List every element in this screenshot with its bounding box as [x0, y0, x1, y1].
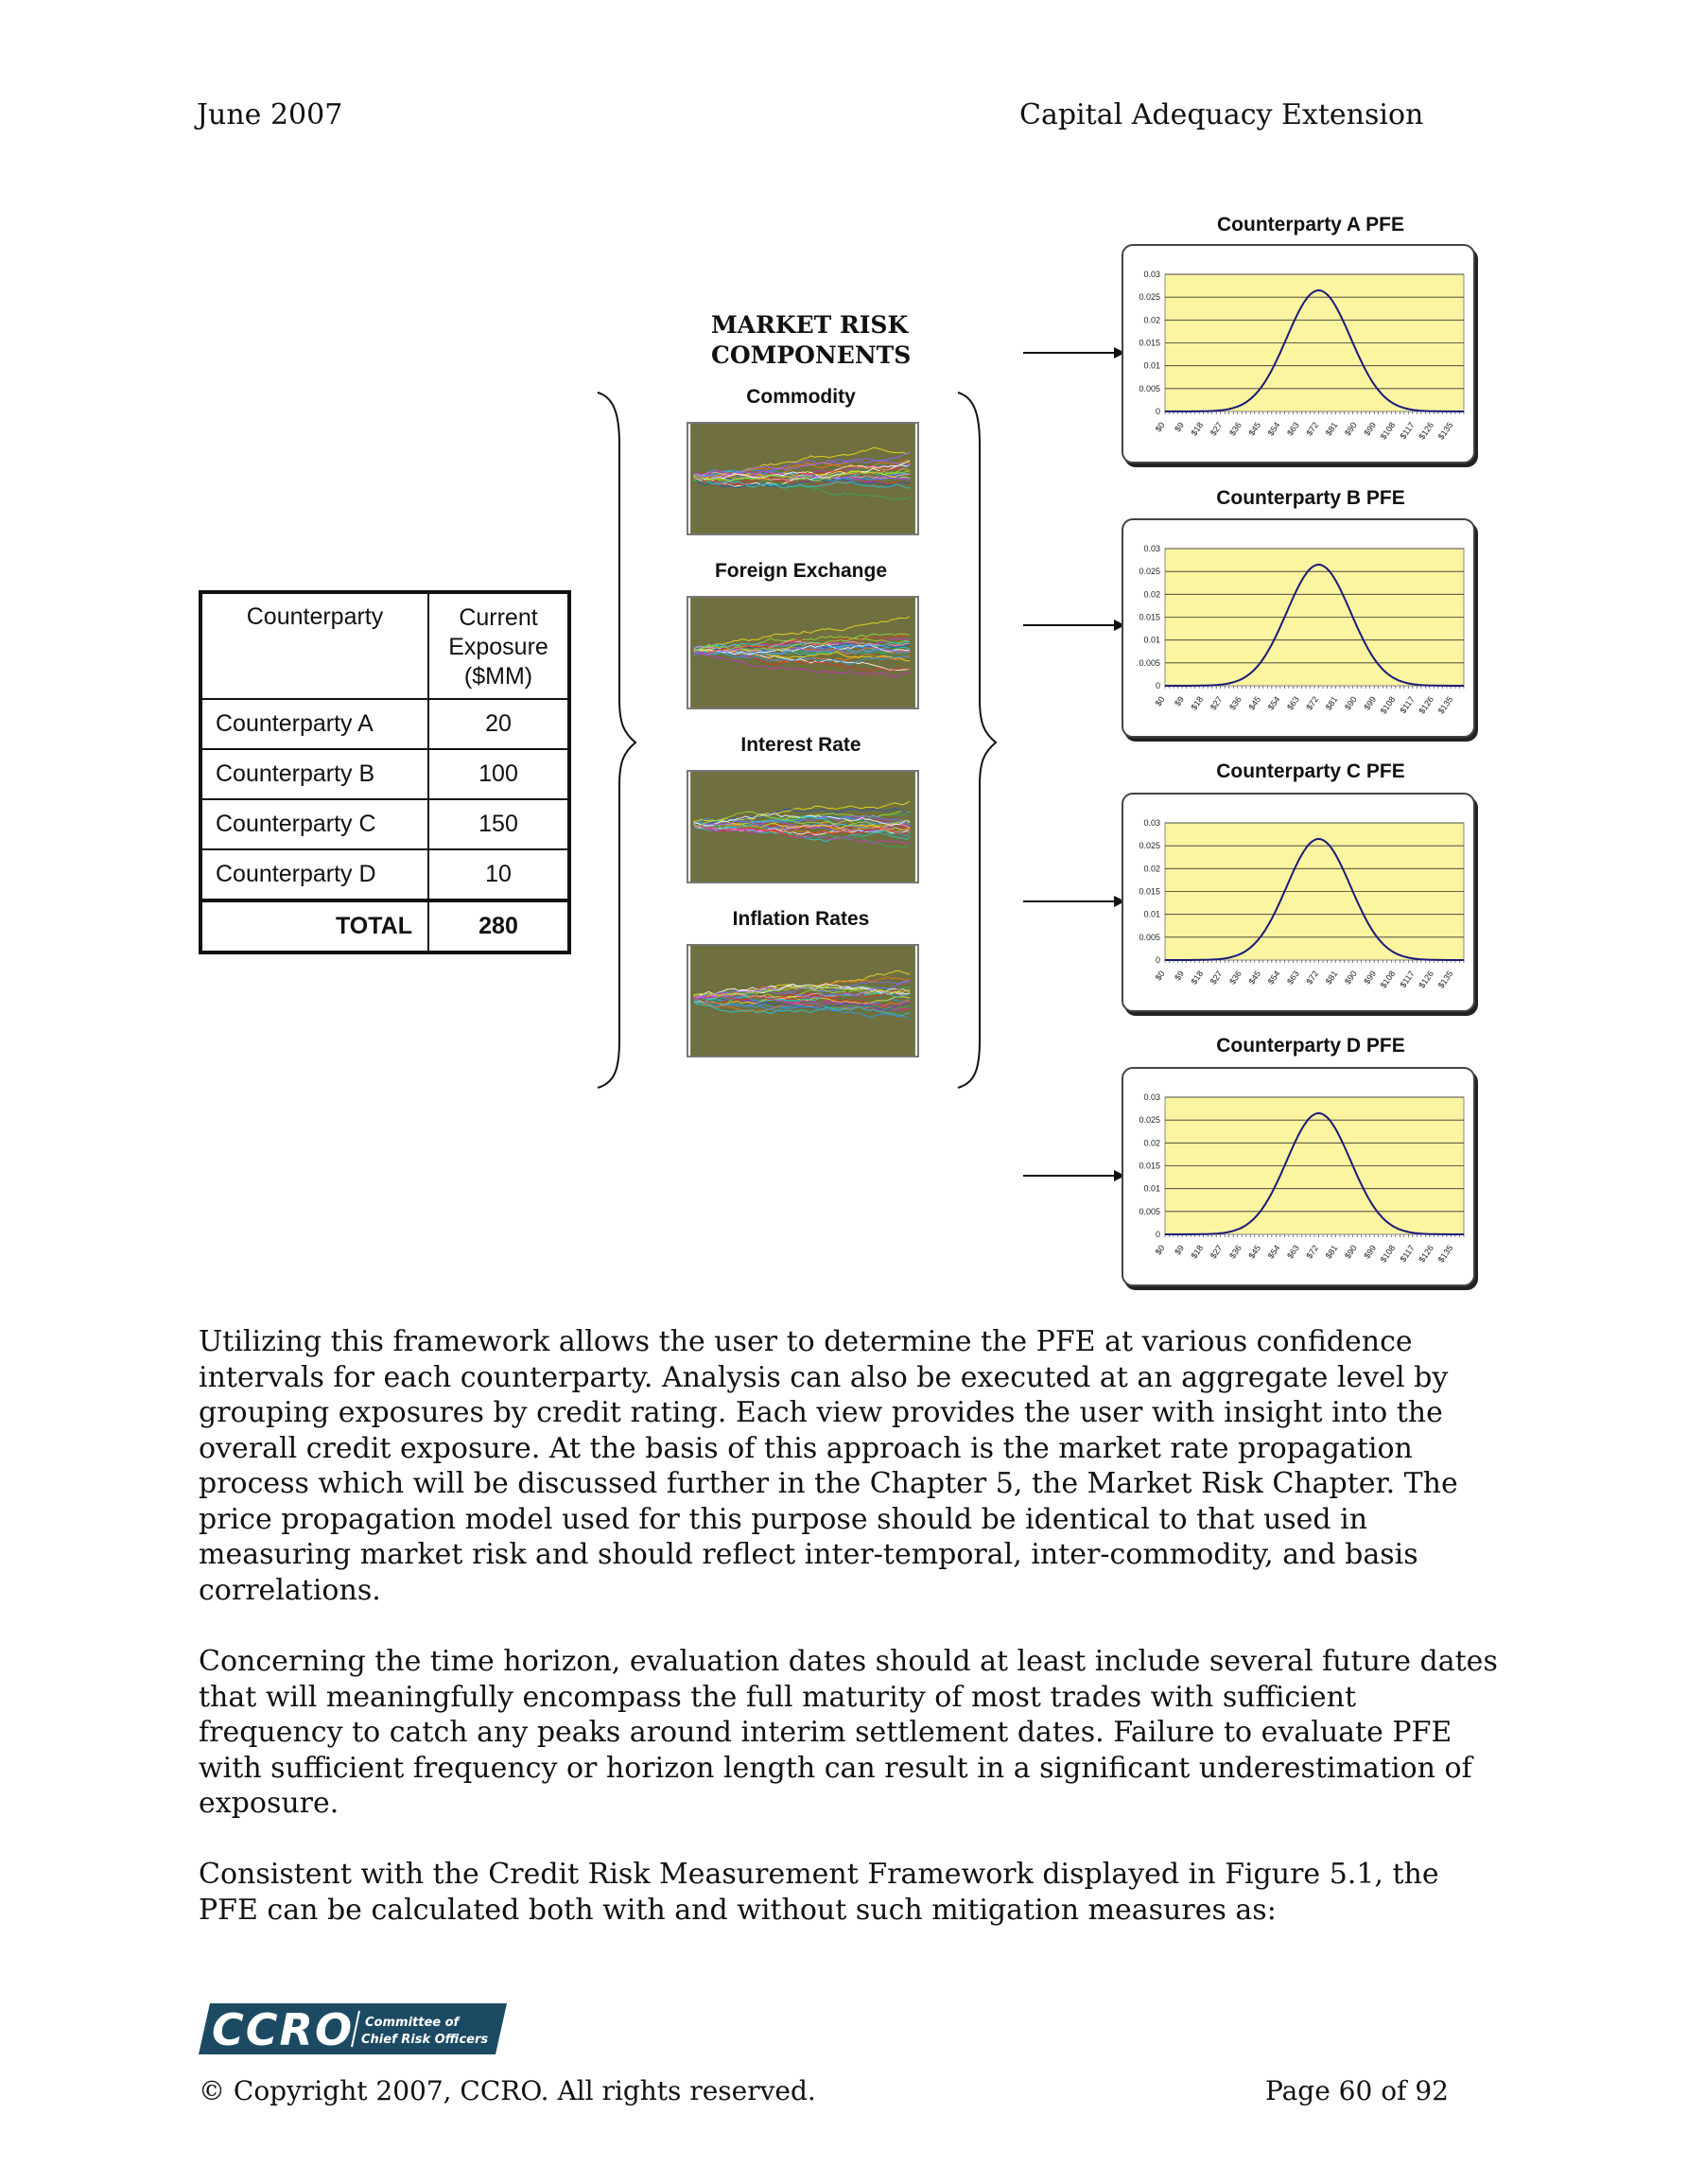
total-value: 280 [428, 900, 569, 952]
y-tick-label: 0.01 [1143, 360, 1160, 371]
arrow-to-a [1023, 347, 1125, 358]
y-tick-label: 0 [1155, 955, 1160, 965]
x-tick-label: $0 [1153, 969, 1167, 983]
row-counterparty-name: Counterparty A [200, 699, 428, 749]
logo-mark: CCRO [212, 2004, 355, 2054]
ccro-logo [199, 2003, 507, 2054]
pfe-title-c: Counterparty C PFE [1216, 760, 1405, 782]
y-tick-label: 0.005 [1139, 932, 1160, 942]
x-tick-label: $135 [1435, 420, 1455, 442]
x-tick-label: $117 [1398, 420, 1417, 442]
right-brace [958, 393, 996, 1088]
component-label-interest-rate: Interest Rate [740, 734, 861, 756]
x-tick-label: $45 [1246, 969, 1263, 987]
x-tick-label: $63 [1285, 969, 1301, 987]
x-tick-label: $90 [1342, 1243, 1359, 1261]
sim-chart-fx [687, 596, 919, 709]
x-tick-label: $54 [1265, 694, 1282, 712]
y-tick-label: 0.03 [1143, 1092, 1160, 1102]
ccro-logo-graphic [199, 2003, 507, 2054]
x-tick-label: $63 [1285, 1243, 1301, 1261]
x-tick-label: $27 [1208, 1243, 1225, 1261]
y-tick-label: 0.02 [1143, 864, 1160, 874]
component-label-commodity: Commodity [746, 386, 856, 408]
x-tick-label: $135 [1435, 694, 1455, 716]
x-tick-label: $99 [1362, 420, 1379, 438]
x-tick-label: $18 [1189, 1243, 1206, 1261]
left-brace [598, 393, 635, 1088]
x-tick-label: $117 [1398, 1243, 1417, 1265]
pfe-title-d: Counterparty D PFE [1216, 1035, 1405, 1057]
x-tick-label: $117 [1398, 969, 1417, 990]
x-tick-label: $117 [1398, 694, 1417, 716]
y-tick-label: 0.03 [1143, 818, 1160, 828]
x-tick-label: $36 [1227, 420, 1244, 438]
row-counterparty-name: Counterparty D [200, 849, 428, 900]
pfe-panel-b [1122, 518, 1475, 738]
x-tick-label: $45 [1246, 420, 1263, 438]
x-tick-label: $9 [1173, 420, 1186, 434]
paragraph-mitigation: Consistent with the Credit Risk Measurement Framework displayed in Figure 5.1, the PFE can be calculated both with and without such mitigation measures as: [199, 1858, 1439, 1927]
row-exposure-value: 150 [428, 799, 569, 849]
row-exposure-value: 20 [428, 699, 569, 749]
pfe-title-b: Counterparty B PFE [1216, 487, 1405, 509]
y-tick-label: 0.015 [1139, 338, 1160, 348]
x-tick-label: $81 [1323, 969, 1340, 987]
arrow-to-b [1023, 620, 1125, 631]
pfe-panel-c [1122, 793, 1475, 1012]
x-tick-label: $108 [1378, 969, 1398, 990]
arrow-to-c [1023, 896, 1125, 907]
x-tick-label: $9 [1173, 969, 1186, 983]
x-tick-label: $72 [1304, 1243, 1321, 1261]
column-header-exposure-label: Current Exposure ($MM) [448, 604, 548, 690]
x-tick-label: $72 [1304, 969, 1321, 987]
x-tick-label: $36 [1227, 694, 1244, 712]
y-tick-label: 0.02 [1143, 315, 1160, 325]
y-tick-label: 0.015 [1139, 1161, 1160, 1171]
y-tick-label: 0.005 [1139, 1206, 1160, 1216]
x-tick-label: $9 [1173, 694, 1186, 708]
footer-page-number: Page 60 of 92 [1265, 2075, 1449, 2106]
component-label-fx: Foreign Exchange [714, 560, 888, 582]
y-tick-label: 0.015 [1139, 612, 1160, 622]
sim-chart-commodity [687, 422, 919, 535]
x-tick-label: $45 [1246, 694, 1263, 712]
x-tick-label: $126 [1417, 1243, 1436, 1265]
sim-chart-inflation [687, 944, 919, 1057]
y-tick-label: 0.005 [1139, 657, 1160, 668]
x-tick-label: $135 [1435, 1243, 1455, 1265]
y-tick-label: 0.025 [1139, 292, 1160, 303]
logo-line2: Chief Risk Officers [361, 2033, 489, 2047]
x-tick-label: $9 [1173, 1243, 1186, 1257]
x-tick-label: $99 [1362, 969, 1379, 987]
x-tick-label: $54 [1265, 969, 1282, 987]
column-header-counterparty: Counterparty [200, 592, 428, 699]
y-tick-label: 0 [1155, 1230, 1160, 1239]
y-tick-label: 0.025 [1139, 567, 1160, 577]
header-title: Capital Adequacy Extension [1019, 98, 1424, 131]
row-counterparty-name: Counterparty C [200, 799, 428, 849]
x-tick-label: $90 [1342, 969, 1359, 987]
x-tick-label: $108 [1378, 1243, 1398, 1265]
paragraph-time-horizon: Concerning the time horizon, evaluation dates should at least include several future dates that will meaningfully encompass the full maturity of most trades with sufficient frequency to catch any peaks around interim settlement dates. Failure to evaluate PFE with sufficient frequency or horizon length can result in a significant underestimation of exposure. [199, 1645, 1498, 1820]
y-tick-label: 0.025 [1139, 841, 1160, 851]
y-tick-label: 0.01 [1143, 635, 1160, 645]
market-risk-title: MARKET RISK COMPONENTS [711, 311, 912, 369]
footer-copyright: © Copyright 2007, CCRO. All rights reserved. [199, 2075, 816, 2106]
row-counterparty-name: Counterparty B [200, 749, 428, 799]
pfe-chart-d [1123, 1069, 1473, 1284]
x-tick-label: $135 [1435, 969, 1455, 990]
x-tick-label: $99 [1362, 1243, 1379, 1261]
y-tick-label: 0.02 [1143, 589, 1160, 600]
y-tick-label: 0 [1155, 407, 1160, 416]
y-tick-label: 0.02 [1143, 1138, 1160, 1148]
x-tick-label: $81 [1323, 1243, 1340, 1261]
x-tick-label: $18 [1189, 420, 1206, 438]
component-label-inflation: Inflation Rates [732, 908, 870, 930]
x-tick-label: $45 [1246, 1243, 1263, 1261]
row-exposure-value: 10 [428, 849, 569, 900]
y-tick-label: 0.03 [1143, 544, 1160, 553]
x-tick-label: $108 [1378, 694, 1398, 716]
x-tick-label: $27 [1208, 420, 1225, 438]
x-tick-label: $81 [1323, 694, 1340, 712]
x-tick-label: $90 [1342, 694, 1359, 712]
y-tick-label: 0 [1155, 681, 1160, 690]
x-tick-label: $126 [1417, 969, 1436, 990]
y-tick-label: 0.01 [1143, 909, 1160, 919]
pfe-panel-a [1122, 244, 1475, 463]
y-tick-label: 0.01 [1143, 1183, 1160, 1194]
pfe-title-a: Counterparty A PFE [1217, 214, 1404, 236]
sim-chart-interest-rate [687, 770, 919, 883]
x-tick-label: $99 [1362, 694, 1379, 712]
x-tick-label: $18 [1189, 694, 1206, 712]
x-tick-label: $126 [1417, 694, 1436, 716]
x-tick-label: $63 [1285, 694, 1301, 712]
x-tick-label: $0 [1153, 1243, 1167, 1257]
pfe-chart-c [1123, 795, 1473, 1010]
arrow-to-d [1023, 1170, 1125, 1181]
x-tick-label: $36 [1227, 969, 1244, 987]
pfe-chart-b [1123, 520, 1473, 736]
y-tick-label: 0.015 [1139, 886, 1160, 897]
x-tick-label: $18 [1189, 969, 1206, 987]
paragraph-framework: Utilizing this framework allows the user to determine the PFE at various confidence intervals for each counterparty. Analysis can also be executed at an aggregate level by grouping exposures by credit rating. Each view provides the user with insight into the overall credit exposure. At the basis of this approach is the market rate propagation process which will be discussed further in the Chapter 5, the Market Risk Chapter. The price propagation model used for this purpose should be identical to that used in measuring market risk and should reflect inter-temporal, inter-commodity, and basis correlations. [199, 1325, 1458, 1607]
y-tick-label: 0.025 [1139, 1115, 1160, 1126]
x-tick-label: $90 [1342, 420, 1359, 438]
x-tick-label: $0 [1153, 694, 1167, 708]
x-tick-label: $36 [1227, 1243, 1244, 1261]
x-tick-label: $27 [1208, 969, 1225, 987]
x-tick-label: $81 [1323, 420, 1340, 438]
x-tick-label: $72 [1304, 694, 1321, 712]
y-tick-label: 0.03 [1143, 270, 1160, 279]
x-tick-label: $27 [1208, 694, 1225, 712]
logo-line1: Committee of [365, 2016, 460, 2030]
y-tick-label: 0.005 [1139, 383, 1160, 393]
x-tick-label: $0 [1153, 420, 1167, 434]
pfe-chart-a [1123, 246, 1473, 462]
x-tick-label: $126 [1417, 420, 1436, 442]
pfe-panel-d [1122, 1067, 1475, 1286]
x-tick-label: $63 [1285, 420, 1301, 438]
x-tick-label: $54 [1265, 1243, 1282, 1261]
x-tick-label: $54 [1265, 420, 1282, 438]
header-date: June 2007 [197, 98, 343, 131]
row-exposure-value: 100 [428, 749, 569, 799]
x-tick-label: $108 [1378, 420, 1398, 442]
x-tick-label: $72 [1304, 420, 1321, 438]
total-label: TOTAL [200, 900, 428, 952]
